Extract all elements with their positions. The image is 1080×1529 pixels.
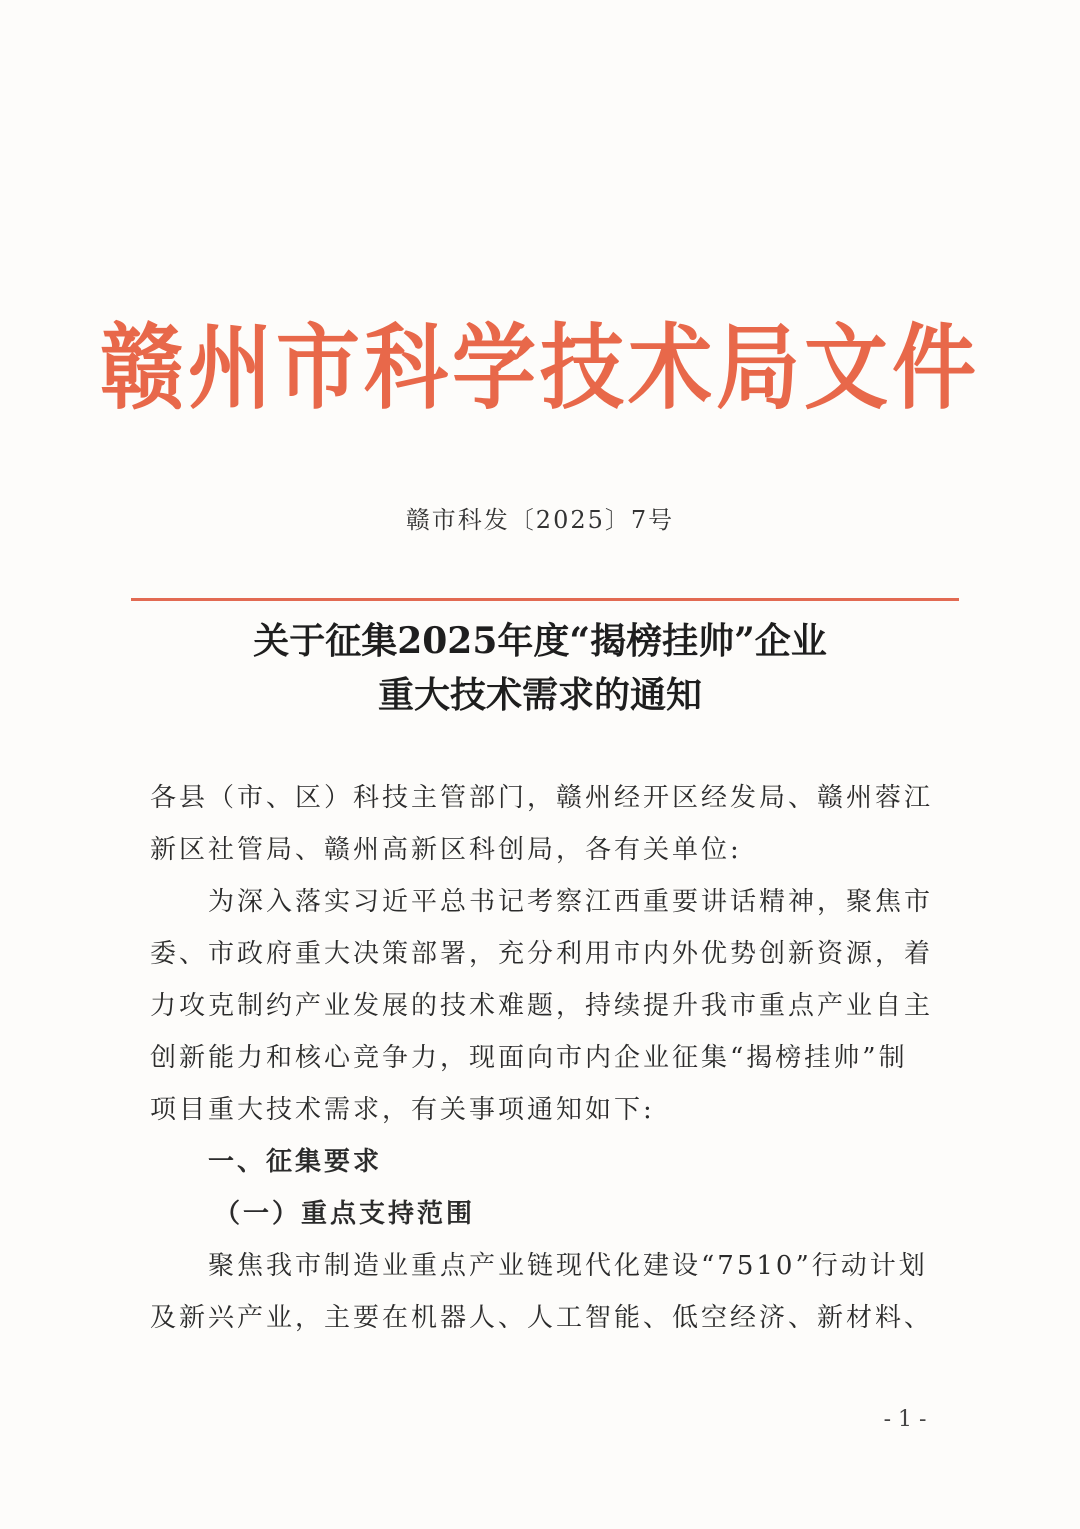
paragraph-line: 委、市政府重大决策部署，充分利用市内外优势创新资源，着 <box>150 939 934 969</box>
paragraph-line: 为深入落实习近平总书记考察江西重要讲话精神，聚焦市 <box>208 887 934 917</box>
paragraph-line: 聚焦我市制造业重点产业链现代化建设“7510”行动计划 <box>208 1251 928 1281</box>
paragraph-line: 创新能力和核心竞争力，现面向市内企业征集“揭榜挂帅”制 <box>150 1043 908 1073</box>
notice-title-line2: 重大技术需求的通知 <box>377 674 702 716</box>
notice-title <box>0 614 1080 722</box>
salutation-line: 新区社管局、赣州高新区科创局，各有关单位: <box>150 835 742 865</box>
notice-body <box>150 772 940 1344</box>
paragraph-line: 项目重大技术需求，有关事项通知如下: <box>150 1095 655 1125</box>
notice-title-line1: 关于征集2025年度“揭榜挂帅”企业 <box>253 620 827 662</box>
subsection-heading: （一）重点支持范围 <box>214 1199 476 1229</box>
masthead-title: 赣州市科学技术局文件 <box>99 313 980 422</box>
paragraph-line: 力攻克制约产业发展的技术难题，持续提升我市重点产业自主 <box>150 991 934 1021</box>
paragraph-line: 及新兴产业，主要在机器人、人工智能、低空经济、新材料、 <box>150 1303 934 1333</box>
page-number: - 1 - <box>883 1407 927 1432</box>
salutation-line: 各县（市、区）科技主管部门，赣州经开区经发局、赣州蓉江 <box>150 783 934 813</box>
section-heading: 一、征集要求 <box>208 1147 383 1177</box>
document-number: 赣市科发〔2025〕7号 <box>405 506 675 534</box>
red-divider-rule <box>131 598 959 601</box>
